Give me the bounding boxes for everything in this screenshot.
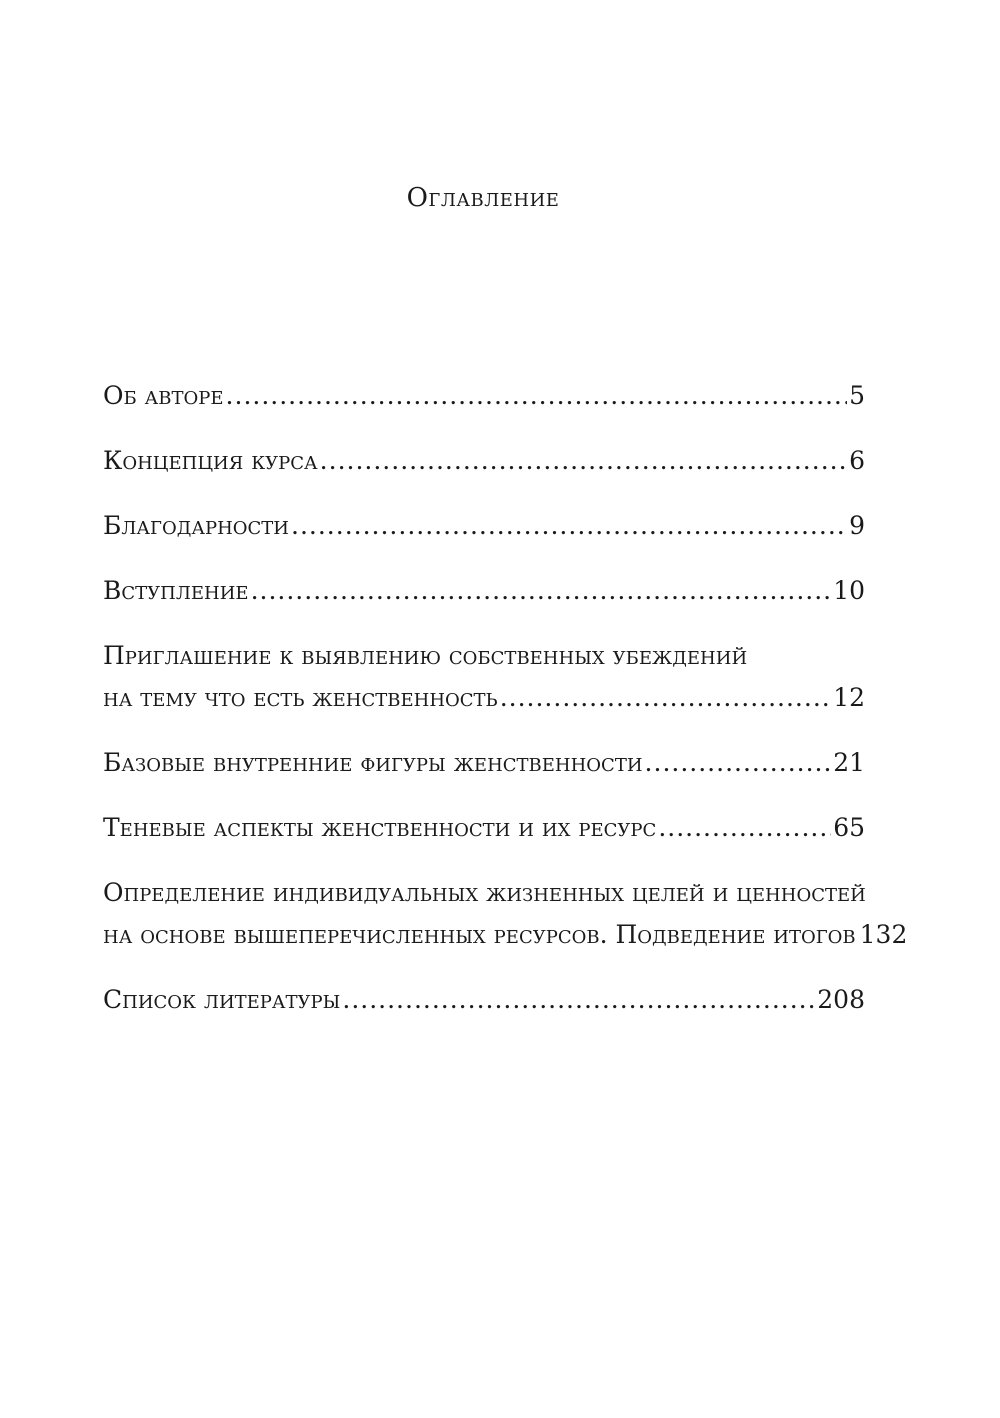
table-of-contents	[103, 375, 908, 1044]
page-title: Оглавление	[406, 183, 560, 213]
toc-dot-leader	[658, 807, 831, 849]
toc-entry-bibliography[interactable]	[103, 979, 865, 1021]
toc-page-number: 65	[833, 813, 865, 842]
toc-entry-title: Концепция курса	[103, 446, 318, 475]
toc-dot-leader	[645, 742, 832, 784]
toc-entry-introduction[interactable]	[103, 570, 865, 612]
toc-page-number: 5	[849, 381, 865, 410]
toc-dot-leader	[291, 505, 847, 547]
toc-dot-leader	[226, 375, 848, 417]
toc-entry-life-goals[interactable]	[103, 872, 908, 956]
toc-dot-leader	[500, 677, 832, 719]
toc-entry-title: Вступление	[103, 576, 249, 605]
toc-page-number: 12	[833, 683, 865, 712]
toc-dot-leader	[342, 979, 815, 1021]
toc-page-number: 21	[833, 748, 865, 777]
toc-entry-invitation[interactable]	[103, 635, 865, 719]
toc-entry-title: Теневые аспекты женственности и их ресурс	[103, 813, 657, 842]
toc-page-number: 6	[849, 446, 865, 475]
toc-entry-title: Благодарности	[103, 511, 290, 540]
toc-entry-shadow-aspects[interactable]	[103, 807, 865, 849]
toc-entry-acknowledgements[interactable]	[103, 505, 865, 547]
toc-entry-title-line1: Приглашение к выявлению собственных убеждений	[103, 641, 748, 670]
toc-entry-title-line1: Определение индивидуальных жизненных целей и ценностей	[103, 878, 866, 907]
toc-entry-basic-figures[interactable]	[103, 742, 865, 784]
toc-entry-title-line2: на тему что есть женственность	[103, 683, 498, 712]
toc-entry-about-author[interactable]	[103, 375, 865, 417]
toc-page-number: 9	[849, 511, 865, 540]
toc-dot-leader	[320, 440, 847, 482]
toc-page-number: 132	[859, 920, 908, 949]
toc-entry-title: Базовые внутренние фигуры женственности	[103, 748, 643, 777]
toc-page-number: 208	[817, 985, 865, 1014]
toc-entry-title-line2: на основе вышеперечисленных ресурсов. Подведение итогов	[103, 920, 856, 949]
toc-entry-title: Список литературы	[103, 985, 341, 1014]
toc-entry-course-concept[interactable]	[103, 440, 865, 482]
toc-dot-leader	[251, 570, 832, 612]
toc-entry-title: Об авторе	[103, 381, 224, 410]
toc-page-number: 10	[833, 576, 865, 605]
